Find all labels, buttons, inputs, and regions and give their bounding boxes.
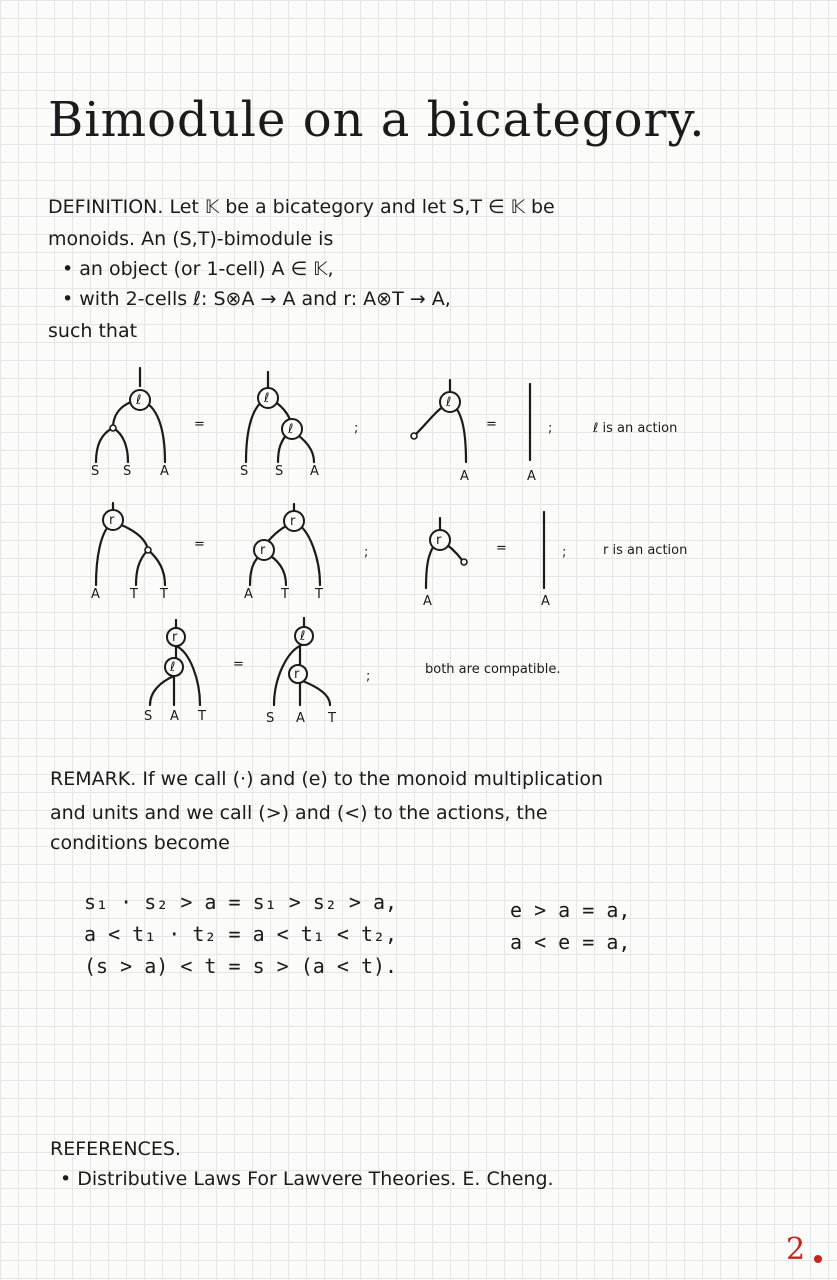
row3-lhs-diagram bbox=[144, 620, 206, 724]
row1-unit-node-label: ℓ bbox=[446, 395, 452, 410]
row3-description: both are compatible. bbox=[425, 662, 561, 677]
condition-left-3: (s > a) < t = s > (a < t). bbox=[84, 954, 398, 978]
row1-mid-label-2: S bbox=[275, 464, 284, 479]
row3-sep: ; bbox=[366, 669, 371, 684]
row2-identity-diagram bbox=[541, 512, 550, 609]
row2-mid-node-label-1: r bbox=[290, 514, 296, 529]
row2-mid-label-2: T bbox=[281, 587, 289, 602]
condition-right-1: e > a = a, bbox=[510, 898, 631, 922]
row1-description: ℓ is an action bbox=[593, 421, 678, 436]
row1-mid-diagram bbox=[240, 372, 319, 479]
page-title: Bimodule on a bicategory. bbox=[48, 92, 706, 148]
row3-rhs-label-2: A bbox=[296, 711, 305, 726]
row3-lhs-node-l-label: ℓ bbox=[170, 660, 176, 675]
row3-rhs-node-l-label: ℓ bbox=[300, 629, 306, 644]
reference-item: • Distributive Laws For Lawvere Theories. E. Cheng. bbox=[60, 1168, 554, 1190]
row1-mid-node-label-2: ℓ bbox=[288, 422, 294, 437]
row1-eq-1: = bbox=[194, 417, 205, 432]
row1-lhs-diagram bbox=[91, 368, 169, 479]
references-heading: REFERENCES. bbox=[50, 1138, 181, 1160]
row3-lhs-label-2: A bbox=[170, 709, 179, 724]
row1-mid-label-3: A bbox=[310, 464, 319, 479]
definition-bullet-2: • with 2-cells ℓ: S⊗A → A and r: A⊗T → A, bbox=[62, 288, 451, 310]
row2-identity-label: A bbox=[541, 594, 550, 609]
page-number: 2 bbox=[786, 1232, 806, 1267]
condition-left-1: s₁ · s₂ > a = s₁ > s₂ > a, bbox=[84, 890, 398, 914]
definition-line-1: DEFINITION. Let 𝕂 be a bicategory and let S,T ∈ 𝕂 be bbox=[48, 196, 555, 218]
remark-line-1: REMARK. If we call (·) and (e) to the monoid multiplication bbox=[50, 768, 604, 790]
condition-right-2: a < e = a, bbox=[510, 930, 631, 954]
row2-mid-label-3: T bbox=[315, 587, 323, 602]
row2-mid-label-1: A bbox=[244, 587, 253, 602]
row1-unit-diagram bbox=[411, 380, 469, 484]
row3-eq: = bbox=[233, 657, 244, 672]
row3-rhs-label-1: S bbox=[266, 711, 275, 726]
row1-mid-node-label-1: ℓ bbox=[264, 391, 270, 406]
definition-bullet-1: • an object (or 1-cell) A ∈ 𝕂, bbox=[62, 258, 334, 280]
row1-identity-label: A bbox=[527, 469, 536, 484]
row1-sep-2: ; bbox=[548, 421, 553, 436]
row3-lhs-node-r-label: r bbox=[172, 630, 178, 645]
row2-unit-label: A bbox=[423, 594, 432, 609]
row1-unit-label: A bbox=[460, 469, 469, 484]
row1-mid-label-1: S bbox=[240, 464, 249, 479]
page-number-dot bbox=[814, 1255, 822, 1263]
row2-lhs-node-label: r bbox=[109, 513, 115, 528]
row2-unit-diagram bbox=[423, 518, 467, 609]
row3-rhs-diagram bbox=[266, 618, 336, 726]
row1-lhs-label-3: A bbox=[160, 464, 169, 479]
row3-lhs-label-3: T bbox=[198, 709, 206, 724]
row2-description: r is an action bbox=[603, 543, 688, 558]
definition-line-3: such that bbox=[48, 320, 138, 342]
remark-line-2: and units and we call (>) and (<) to the actions, the bbox=[50, 802, 548, 824]
row2-mid-diagram bbox=[244, 504, 323, 602]
row2-lhs-diagram bbox=[91, 503, 168, 602]
row2-sep-2: ; bbox=[562, 545, 567, 560]
row2-eq-2: = bbox=[496, 541, 507, 556]
row3-rhs-node-r-label: r bbox=[294, 667, 300, 682]
row2-eq-1: = bbox=[194, 537, 205, 552]
row3-lhs-label-1: S bbox=[144, 709, 153, 724]
row2-lhs-label-1: A bbox=[91, 587, 100, 602]
definition-line-2: monoids. An (S,T)-bimodule is bbox=[48, 228, 334, 250]
row1-eq-2: = bbox=[486, 417, 497, 432]
row1-lhs-label-2: S bbox=[123, 464, 132, 479]
row2-mid-node-label-2: r bbox=[260, 543, 266, 558]
row2-sep-1: ; bbox=[364, 545, 369, 560]
row1-lhs-node-label: ℓ bbox=[136, 393, 142, 408]
row3-rhs-label-3: T bbox=[328, 711, 336, 726]
row1-sep-1: ; bbox=[354, 421, 359, 436]
row1-lhs-label-1: S bbox=[91, 464, 100, 479]
row2-unit-node-label: r bbox=[436, 533, 442, 548]
condition-left-2: a < t₁ · t₂ = a < t₁ < t₂, bbox=[84, 922, 398, 946]
remark-line-3: conditions become bbox=[50, 832, 230, 854]
row2-lhs-label-3: T bbox=[160, 587, 168, 602]
row1-identity-diagram bbox=[527, 384, 536, 484]
row2-lhs-label-2: T bbox=[130, 587, 138, 602]
